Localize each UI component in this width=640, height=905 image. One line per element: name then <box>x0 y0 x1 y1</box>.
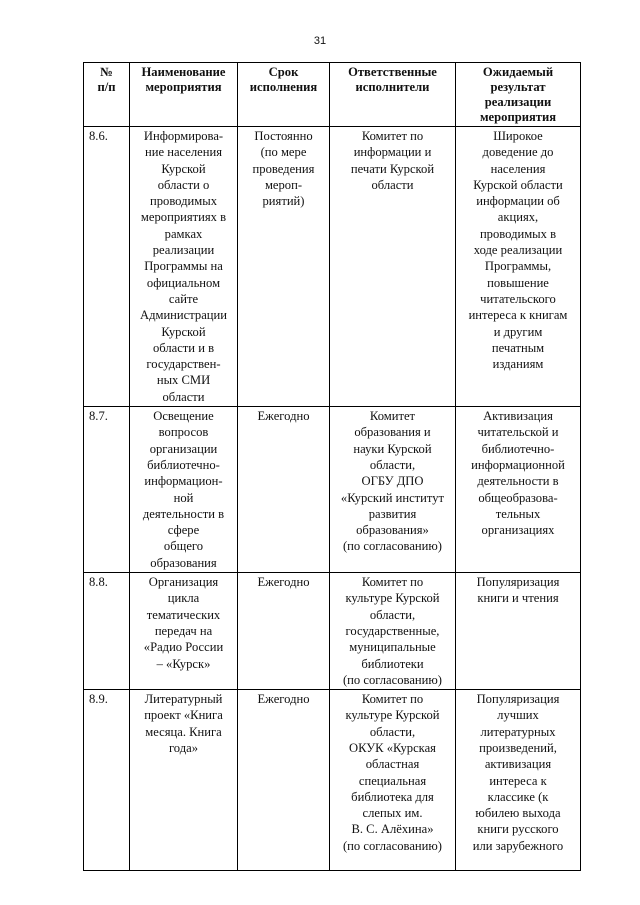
row-term: Постоянно (по мере проведения мероп- риятий) <box>238 127 330 407</box>
header-term: Срок исполнения <box>238 63 330 127</box>
table-header-row <box>84 63 581 127</box>
header-executors: Ответственные исполнители <box>330 63 456 127</box>
row-number: 8.8. <box>84 573 130 690</box>
table-row <box>84 573 581 690</box>
events-table <box>83 62 581 871</box>
row-name: Организация цикла тематических передач на «Радио России – «Курск» <box>130 573 238 690</box>
row-term: Ежегодно <box>238 690 330 871</box>
row-number: 8.7. <box>84 407 130 573</box>
row-result: Популяризация лучших литературных произведений, активизация интереса к классике (к юбилею выхода книги русского или зарубежного <box>456 690 581 871</box>
row-term: Ежегодно <box>238 407 330 573</box>
header-name: Наименование мероприятия <box>130 63 238 127</box>
row-executors: Комитет по информации и печати Курской области <box>330 127 456 407</box>
row-result: Широкое доведение до населения Курской области информации об акциях, проводимых в ходе реализации Программы, повышение читательского интереса к книгам и другим печатным изданиям <box>456 127 581 407</box>
row-name: Литературный проект «Книга месяца. Книга года» <box>130 690 238 871</box>
header-result: Ожидаемый результат реализации мероприятия <box>456 63 581 127</box>
row-name: Информирова- ние населения Курской области о проводимых мероприятиях в рамках реализации Программы на официальном сайте Администрации Курской области и в государствен- ных СМИ области <box>130 127 238 407</box>
header-number: № п/п <box>84 63 130 127</box>
table-row <box>84 407 581 573</box>
row-executors: Комитет образования и науки Курской области, ОГБУ ДПО «Курский институт развития образования» (по согласованию) <box>330 407 456 573</box>
row-executors: Комитет по культуре Курской области, ОКУК «Курская областная специальная библиотека для слепых им. В. С. Алёхина» (по согласованию) <box>330 690 456 871</box>
row-executors: Комитет по культуре Курской области, государственные, муниципальные библиотеки (по согласованию) <box>330 573 456 690</box>
row-result: Активизация читательской и библиотечно- информационной деятельности в общеобразова- тельных организациях <box>456 407 581 573</box>
row-term: Ежегодно <box>238 573 330 690</box>
row-number: 8.6. <box>84 127 130 407</box>
page-number: 31 <box>313 35 327 47</box>
row-number: 8.9. <box>84 690 130 871</box>
table-row <box>84 690 581 871</box>
table-row <box>84 127 581 407</box>
row-result: Популяризация книги и чтения <box>456 573 581 690</box>
row-name: Освещение вопросов организации библиотечно- информацион- ной деятельности в сфере общего образования <box>130 407 238 573</box>
